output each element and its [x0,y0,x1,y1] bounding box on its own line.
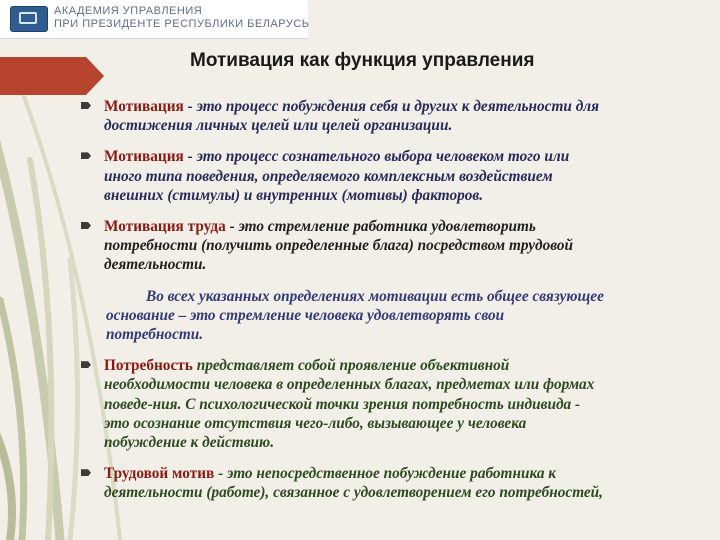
definition-text-line: деятельности. [104,256,207,274]
slide-title: Мотивация как функция управления [190,50,535,71]
definition-text-line: необходимости человека в определенных благах, предметах или формах [104,376,595,394]
definition-text-line: представляет собой проявление объективной [196,357,510,375]
definition-item [80,217,710,275]
definition-term: Трудовой мотив [104,465,215,483]
bullet-arrow-icon [81,361,91,368]
academy-name-line1: АКАДЕМИЯ УПРАВЛЕНИЯ [54,5,203,17]
definition-text-line: поведе-ния. С психологической точки зрения потребность индивида - [104,395,581,413]
definition-text-line: внешних (стимулы) и внутренних (мотивы) факторов. [104,186,484,204]
academy-name-line2: ПРИ ПРЕЗИДЕНТЕ РЕСПУБЛИКИ БЕЛАРУСЬ [54,18,310,30]
definition-text-line: - это процесс побуждения себя и других к деятельности для [187,98,600,115]
summary-note-line: потребности. [106,326,204,344]
academy-emblem-icon [10,6,48,32]
definition-term: Потребность [104,357,193,375]
definition-text-line: потребности (получить определенные блага) посредством трудовой [104,237,574,255]
definition-item [80,464,710,502]
definition-term: Мотивация труда [104,218,226,236]
definition-text-line: побуждение к действию. [104,434,275,452]
bullet-arrow-icon [81,222,91,229]
definition-term: Мотивация [104,98,184,115]
definition-item [80,147,710,205]
definition-term: Мотивация [104,148,184,166]
definition-item [80,97,710,135]
academy-logo-banner [0,0,308,39]
title-ribbon-decoration [0,57,104,95]
summary-note-line: основание – это стремление человека удовлетворять свои [106,306,505,324]
academy-name [54,5,310,31]
bullet-arrow-icon [81,469,91,476]
definition-text-line: достижения личных целей или целей организации. [104,117,453,135]
definition-text-line: это осознание отсутствия чего-либо, вызывающее у человека [104,414,527,432]
definition-text-line: деятельности (работе), связанное с удовлетворением его потребностей, [104,484,604,502]
definition-text-line: - это стремление работника удовлетворить [229,218,536,236]
slide-body [80,97,710,515]
summary-note-line: Во всех указанных определениях мотивации есть общее связующее [146,287,604,305]
definition-text-line: - это процесс сознательного выбора человеком того или [187,148,570,166]
definition-item [80,356,710,452]
bullet-arrow-icon [81,102,91,109]
definition-text-line: - это непосредственное побуждение работника к [218,465,557,483]
summary-note [80,287,710,345]
bullet-arrow-icon [81,152,91,159]
definition-text-line: иного типа поведения, определяемого комплексным воздействием [104,167,553,185]
